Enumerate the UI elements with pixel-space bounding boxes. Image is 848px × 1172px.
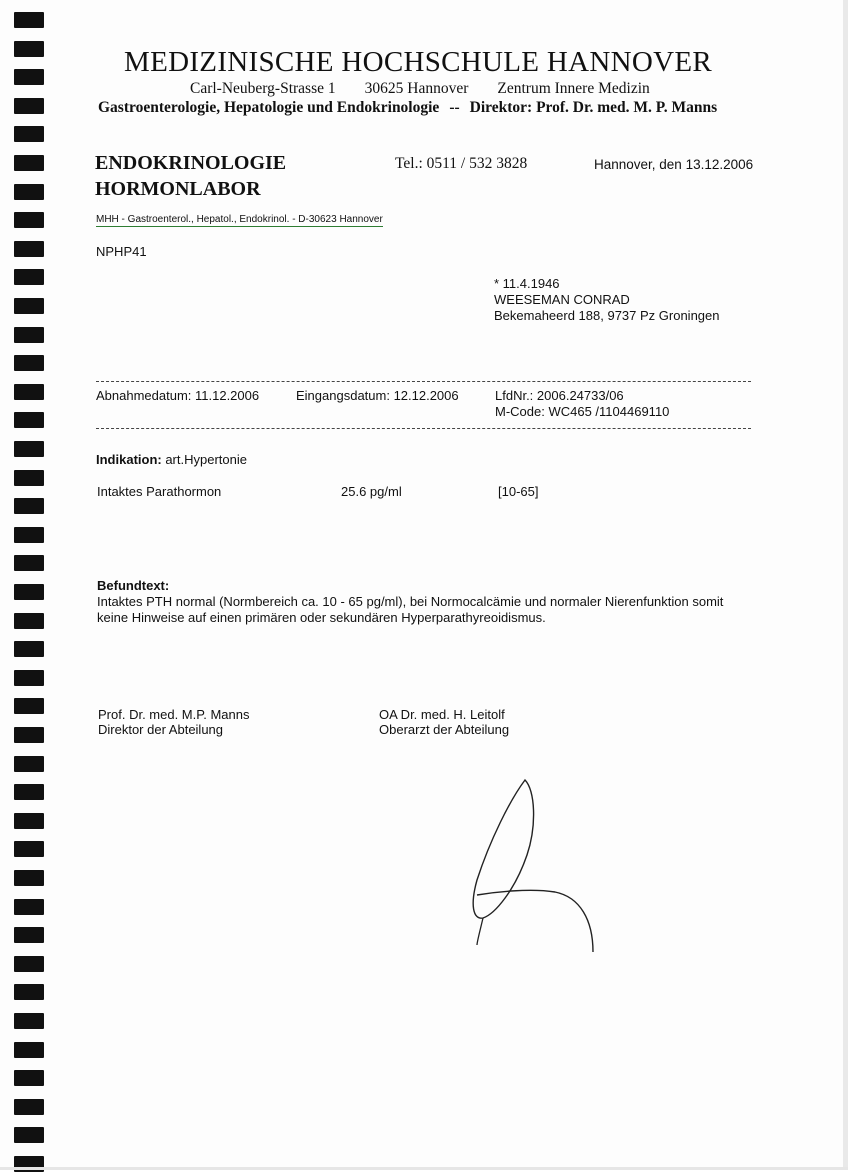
binding-tab [14, 527, 44, 543]
unit-line-2: HORMONLABOR [95, 178, 261, 200]
binding-tab [14, 756, 44, 772]
signatory-right-role: Oberarzt der Abteilung [379, 722, 510, 737]
binding-tab [14, 1070, 44, 1086]
institution-address [190, 80, 650, 98]
postal-city: 30625 Hannover [364, 80, 469, 97]
divider-top [96, 381, 751, 382]
findings-line-2: keine Hinweise auf einen primären oder sekundären Hyperparathyreoidismus. [97, 610, 546, 625]
signatory-left-role: Direktor der Abteilung [98, 722, 224, 737]
unit-line-1: ENDOKRINOLOGIE [95, 152, 287, 174]
signatory-left-name: Prof. Dr. med. M.P. Manns [98, 707, 250, 722]
street: Carl-Neuberg-Strasse 1 [190, 80, 336, 97]
patient-birthdate: * 11.4.1946 [494, 276, 560, 291]
binding-tab [14, 269, 44, 285]
binding-tab [14, 470, 44, 486]
binding-tab [14, 870, 44, 886]
binding-tab [14, 155, 44, 171]
binding-tab [14, 184, 44, 200]
patient-address: Bekemaheerd 188, 9737 Pz Groningen [494, 308, 720, 323]
director-name: Direktor: Prof. Dr. med. M. P. Manns [469, 99, 718, 116]
binding-tab [14, 241, 44, 257]
patient-name: WEESEMAN CONRAD [494, 292, 630, 307]
return-address: MHH - Gastroenterol., Hepatol., Endokrinol. - D-30623 Hannover [96, 214, 383, 225]
binding-tab [14, 641, 44, 657]
binding-tab [14, 412, 44, 428]
unit-name [95, 150, 286, 202]
binding-tab [14, 12, 44, 28]
binding-tab [14, 956, 44, 972]
result-value: 25.6 pg/ml [341, 484, 402, 499]
binding-tab [14, 327, 44, 343]
center-name: Zentrum Innere Medizin [497, 80, 650, 97]
patient-block [494, 276, 720, 324]
lab-code: NPHP41 [96, 244, 147, 259]
telephone: Tel.: 0511 / 532 3828 [395, 155, 528, 172]
collection-date: Abnahmedatum: 11.12.2006 [96, 388, 260, 403]
binding-tab [14, 1042, 44, 1058]
institution-name: MEDIZINISCHE HOCHSCHULE HANNOVER [124, 46, 712, 78]
binding-tab [14, 41, 44, 57]
document-date: Hannover, den 13.12.2006 [594, 157, 754, 172]
binding-tab [14, 69, 44, 85]
spiral-binding [0, 0, 50, 1170]
indication [96, 452, 247, 467]
binding-tab [14, 298, 44, 314]
binding-tab [14, 841, 44, 857]
sample-ids [495, 388, 669, 420]
binding-tab [14, 126, 44, 142]
binding-tab [14, 441, 44, 457]
lfd-number: LfdNr.: 2006.24733/06 [495, 388, 624, 403]
divider-bottom [96, 428, 751, 429]
binding-tab [14, 899, 44, 915]
page-edge [843, 0, 848, 1170]
binding-tab [14, 384, 44, 400]
binding-tab [14, 1013, 44, 1029]
binding-tab [14, 584, 44, 600]
findings-block [97, 578, 723, 626]
department-line [98, 99, 717, 117]
signatory-right [379, 707, 509, 737]
signatory-right-name: OA Dr. med. H. Leitolf [379, 707, 505, 722]
binding-tab [14, 555, 44, 571]
handwritten-signature [455, 770, 615, 960]
binding-tab [14, 927, 44, 943]
signatory-left [98, 707, 249, 737]
binding-tab [14, 212, 44, 228]
result-range: [10-65] [498, 484, 539, 499]
indication-label: Indikation: [96, 452, 162, 467]
binding-tab [14, 355, 44, 371]
department-name: Gastroenterologie, Hepatologie und Endokrinologie [98, 99, 440, 116]
findings-line-1: Intaktes PTH normal (Normbereich ca. 10 - 65 pg/ml), bei Normocalcämie und normaler Nierenfunktion somit [97, 594, 724, 609]
binding-tab [14, 984, 44, 1000]
binding-tab [14, 98, 44, 114]
binding-tab [14, 784, 44, 800]
binding-tab [14, 727, 44, 743]
result-test: Intaktes Parathormon [97, 484, 222, 499]
binding-tab [14, 698, 44, 714]
binding-tab [14, 1127, 44, 1143]
binding-tab [14, 1099, 44, 1115]
binding-tab [14, 670, 44, 686]
separator: -- [449, 99, 460, 116]
binding-tab [14, 813, 44, 829]
binding-tab [14, 498, 44, 514]
indication-value: art.Hypertonie [161, 452, 247, 467]
m-code: M-Code: WC465 /1104469110 [495, 404, 670, 419]
receipt-date: Eingangsdatum: 12.12.2006 [296, 388, 459, 403]
findings-label: Befundtext: [97, 578, 170, 593]
binding-tab [14, 613, 44, 629]
